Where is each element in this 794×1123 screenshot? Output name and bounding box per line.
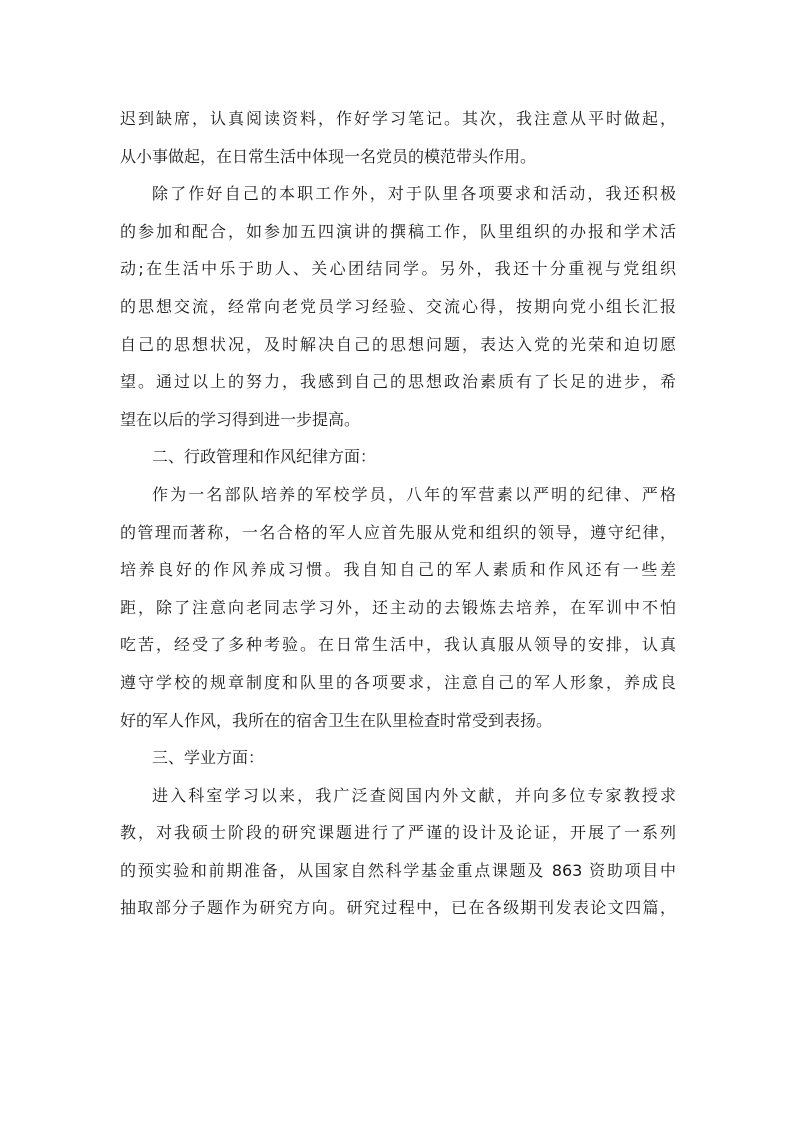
text-line [120, 777, 676, 815]
text-line [120, 138, 676, 176]
text-line [120, 589, 676, 627]
text-line [120, 626, 676, 664]
line-text: 望。通过以上的努力，我感到自己的思想政治素质有了长足的进步，希 [120, 372, 676, 392]
line-text: 遵守学校的规章制度和队里的各项要求，注意自己的军人形象，养成良 [120, 672, 676, 692]
line-text: 培养良好的作风养成习惯。我自知自己的军人素质和作风还有一些差 [120, 560, 676, 580]
line-text: 好的军人作风，我所在的宿舍卫生在队里检查时常受到表扬。 [120, 710, 553, 730]
line-text: 吃苦，经受了多种考验。在日常生活中，我认真服从领导的安排，认真 [120, 635, 676, 655]
line-text: 动;在生活中乐于助人、关心团结同学。另外，我还十分重视与党组织 [120, 259, 676, 279]
line-text: 从小事做起，在日常生活中体现一名党员的模范带头作用。 [120, 146, 537, 166]
heading-text: 二、行政管理和作风纪律方面： [152, 447, 377, 467]
heading-text: 三、学业方面： [152, 748, 265, 768]
line-text: 抽取部分子题作为研究方向。研究过程中，已在各级期刊发表论文四篇， [120, 898, 676, 918]
text-line [120, 213, 676, 251]
text-line [120, 438, 676, 476]
text-line [120, 702, 676, 740]
line-text: 除了作好自己的本职工作外，对于队里各项要求和活动，我还积极 [152, 184, 676, 204]
paragraph [120, 476, 676, 739]
document-body [120, 100, 676, 927]
paragraph [120, 100, 676, 175]
line-text: 望在以后的学习得到进一步提高。 [120, 409, 361, 429]
paragraph [120, 175, 676, 438]
line-text: 教，对我硕士阶段的研究课题进行了严谨的设计及论证，开展了一系列 [120, 823, 676, 843]
text-line [120, 363, 676, 401]
paragraph [120, 777, 676, 927]
line-text: 的管理而著称，一名合格的军人应首先服从党和组织的领导，遵守纪律， [120, 522, 676, 542]
text-line [120, 551, 676, 589]
text-line [120, 401, 676, 439]
text-line [120, 100, 676, 138]
line-text: 的思想交流，经常向老党员学习经验、交流心得，按期向党小组长汇报 [120, 296, 676, 316]
text-line [120, 852, 676, 890]
section-heading [120, 438, 676, 476]
line-text: 的预实验和前期准备，从国家自然科学基金重点课题及 863 资助项目中 [120, 860, 676, 880]
line-text: 进入科室学习以来，我广泛查阅国内外文献，并向多位专家教授求 [152, 785, 676, 805]
text-line [120, 476, 676, 514]
text-line [120, 250, 676, 288]
text-line [120, 514, 676, 552]
line-text: 的参加和配合，如参加五四演讲的撰稿工作，队里组织的办报和学术活 [120, 221, 676, 241]
text-line [120, 739, 676, 777]
text-line [120, 175, 676, 213]
text-line [120, 889, 676, 927]
section-heading [120, 739, 676, 777]
line-text: 距，除了注意向老同志学习外，还主动的去锻炼去培养，在军训中不怕 [120, 597, 676, 617]
line-text: 迟到缺席，认真阅读资料，作好学习笔记。其次，我注意从平时做起， [120, 109, 676, 128]
line-text: 作为一名部队培养的军校学员，八年的军营素以严明的纪律、严格 [152, 484, 676, 504]
text-line [120, 288, 676, 326]
line-text: 自己的思想状况，及时解决自己的思想问题，表达入党的光荣和迫切愿 [120, 334, 676, 354]
text-line [120, 664, 676, 702]
text-line [120, 326, 676, 364]
text-line [120, 814, 676, 852]
